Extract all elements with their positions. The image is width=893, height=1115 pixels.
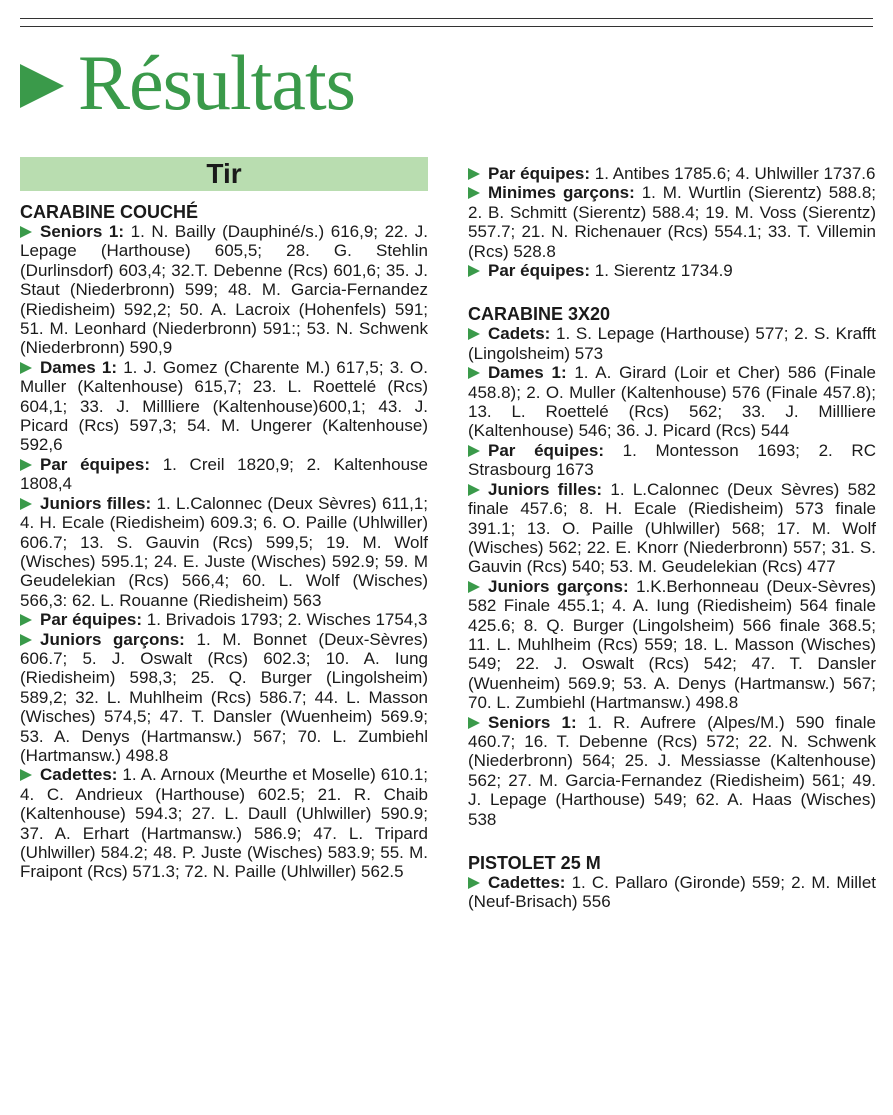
result-entry xyxy=(468,713,876,829)
result-entry xyxy=(468,164,876,183)
category-label: Par équipes: xyxy=(488,164,591,183)
section-gap xyxy=(468,829,876,853)
bullet-triangle-icon xyxy=(468,484,480,496)
category-label: Dames 1: xyxy=(40,357,118,377)
category-label: Cadettes: xyxy=(40,765,118,785)
category-label: Minimes garçons: xyxy=(488,183,635,203)
result-entry xyxy=(20,610,428,629)
result-entry xyxy=(468,324,876,363)
top-rule-secondary xyxy=(20,26,873,27)
section-heading: CARABINE COUCHÉ xyxy=(20,202,199,222)
section-banner: Tir xyxy=(20,157,428,191)
bullet-triangle-icon xyxy=(468,581,480,593)
category-label: Juniors filles: xyxy=(40,493,152,513)
result-entry xyxy=(468,577,876,713)
bullet-triangle-icon xyxy=(468,445,480,457)
bullet-triangle-icon xyxy=(20,769,32,781)
result-text: 1. Creil 1820,9; 2. Kaltenhouse 1808,4 xyxy=(20,454,428,494)
result-entry xyxy=(468,363,876,441)
bullet-triangle-icon xyxy=(20,614,32,626)
result-entry xyxy=(20,630,428,766)
bullet-triangle-icon xyxy=(468,187,480,199)
result-entry xyxy=(468,183,876,261)
bullet-triangle-icon xyxy=(468,265,480,277)
result-text: 1. L.Calonnec (Deux Sèvres) 582 finale 457.6; 8. H. Ecale (Riedisheim) 573 finale 391.1; 13. O. Paille (Uhlwiller) 568; 17. M. Wolf (Wisches) 562; 22. E. Knorr (Niederbronn) 557; 31. S. Gauvin (Rcs) 540; 53. M. Geudelekian (Rcs) 477 xyxy=(468,479,876,577)
category-label: Juniors garçons: xyxy=(488,576,629,596)
category-label: Seniors 1: xyxy=(488,712,577,732)
bullet-triangle-icon xyxy=(468,168,480,180)
left-column xyxy=(20,202,428,882)
category-label: Juniors filles: xyxy=(488,479,603,499)
bullet-triangle-icon xyxy=(20,226,32,238)
play-triangle-icon xyxy=(20,64,64,108)
result-text: 1. M. Wurtlin (Sierentz) 588.8; 2. B. Schmitt (Sierentz) 588.4; 19. M. Voss (Sierentz) 557.7; 21. N. Richenauer (Rcs) 554.1; 33. T. Villemin (Rcs) 528.8 xyxy=(468,183,876,261)
result-text: 1. N. Bailly (Dauphiné/s.) 616,9; 22. J. Lepage (Harthouse) 605,5; 28. G. Stehlin (Durlinsdorf) 603,4; 32.T. Debenne (Rcs) 601,6; 35. J. Staut (Niederbronn) 599; 48. M. Garcia-Fernandez (Riedisheim) 592,2; 50. A. Lacroix (Hohenfels) 591; 51. M. Leonhard (Niederbronn) 591:; 53. N. Schwenk (Niederbronn) 590,9 xyxy=(20,222,428,358)
bullet-triangle-icon xyxy=(468,717,480,729)
result-text: 1. R. Aufrere (Alpes/M.) 590 finale 460.7; 16. T. Debenne (Rcs) 572; 22. N. Schwenk (Niederbronn) 564; 25. J. Messiasse (Kaltenhouse) 562; 27. M. Garcia-Fernandez (Riedisheim) 561; 49. J. Lepage (Harthouse) 549; 62. A. Haas (Wisches) 538 xyxy=(468,712,876,829)
result-text: 1. Montesson 1693; 2. RC Strasbourg 1673 xyxy=(468,440,876,480)
bullet-triangle-icon xyxy=(20,362,32,374)
section-gap xyxy=(468,280,876,304)
category-label: Par équipes: xyxy=(40,610,143,630)
result-text: 1. J. Gomez (Charente M.) 617,5; 3. O. Muller (Kaltenhouse) 615,7; 23. L. Roettelé (Rcs) 604,1; 33. J. Millliere (Kaltenhouse)600,1; 43. J. Picard (Rcs) 597,3; 54. M. Ungerer (Kaltenhouse) 592,6 xyxy=(20,357,428,455)
page-header xyxy=(20,39,355,126)
result-text: 1. A. Girard (Loir et Cher) 586 (Finale 458.8); 2. O. Muller (Kaltenhouse) 576 (Finale 457.8); 13. L. Roettelé (Rcs) 562; 33. J. Millliere (Kaltenhouse) 546; 36. J. Picard (Rcs) 544 xyxy=(468,363,876,441)
result-text: 1. Brivadois 1793; 2. Wisches 1754,3 xyxy=(146,610,428,630)
result-entry xyxy=(20,455,428,494)
result-text: 1. C. Pallaro (Gironde) 559; 2. M. Millet (Neuf-Brisach) 556 xyxy=(468,873,876,912)
result-entry xyxy=(20,765,428,881)
category-label: Par équipes: xyxy=(488,440,604,460)
result-text: 1.K.Berhonneau (Deux-Sèvres) 582 Finale 455.1; 4. A. Iung (Riedisheim) 564 finale 425.6; 8. Q. Burger (Lingolsheim) 566 finale 368.5; 11. L. Muhlheim (Rcs) 559; 18. L. Masson (Wisches) 549; 22. J. Oswalt (Rcs) 542; 47. T. Dansler (Wuenheim) 569.9; 53. A. Denys (Hartmansw.) 567; 70. L. Zumbiehl (Hartmansw.) 498.8 xyxy=(468,576,876,713)
category-label: Dames 1: xyxy=(488,363,567,383)
bullet-triangle-icon xyxy=(468,367,480,379)
result-text: 1. S. Lepage (Harthouse) 577; 2. S. Krafft (Lingolsheim) 573 xyxy=(468,324,876,363)
result-text: 1. L.Calonnec (Deux Sèvres) 611,1; 4. H. Ecale (Riedisheim) 609.3; 6. O. Paille (Uhlwiller) 606.7; 13. S. Gauvin (Rcs) 599,5; 19. M. Wolf (Wisches) 595.1; 24. E. Juste (Wisches) 592.9; 59. M Geudelekian (Rcs) 566,4; 60. L. Wolf (Wisches) 566,3: 62. L. Rouanne (Riedisheim) 563 xyxy=(20,493,429,610)
category-label: Par équipes: xyxy=(40,454,150,474)
section-heading: CARABINE 3X20 xyxy=(468,304,611,325)
page-title: Résultats xyxy=(78,39,355,126)
category-label: Cadets: xyxy=(488,324,551,344)
right-column xyxy=(468,164,876,912)
category-label: Seniors 1: xyxy=(40,222,125,241)
category-label: Par équipes: xyxy=(488,261,591,281)
result-entry xyxy=(468,261,876,280)
result-entry xyxy=(20,222,428,358)
result-entry xyxy=(468,873,876,912)
result-entry xyxy=(468,480,876,577)
category-label: Cadettes: xyxy=(488,873,566,892)
result-entry xyxy=(20,358,428,455)
result-text: 1. Sierentz 1734.9 xyxy=(594,261,733,281)
result-text: 1. A. Arnoux (Meurthe et Moselle) 610.1; 4. C. Andrieux (Harthouse) 602.5; 21. R. Chaib (Kaltenhouse) 594.3; 27. L. Daull (Uhlwiller) 590.9; 37. A. Erhart (Hartmansw.) 586.9; 47. L. Tripard (Uhlwiller) 584.2; 48. P. Juste (Wisches) 583.9; 55. M. Fraipont (Rcs) 571.3; 72. N. Paille (Uhlwiller) 562.5 xyxy=(20,765,428,882)
section-heading: PISTOLET 25 M xyxy=(468,853,601,873)
bullet-triangle-icon xyxy=(20,498,32,510)
bullet-triangle-icon xyxy=(20,459,32,471)
result-entry xyxy=(20,494,428,610)
result-entry xyxy=(468,441,876,480)
result-text: 1. M. Bonnet (Deux-Sèvres) 606.7; 5. J. Oswalt (Rcs) 602.3; 10. A. Iung (Riedisheim) 598,3; 25. Q. Burger (Lingolsheim) 589,2; 32. L. Muhlheim (Rcs) 586.7; 44. L. Masson (Wisches) 574,5; 47. T. Dansler (Wuenheim) 569.9; 53. A. Denys (Hartmansw.) 567; 70. L. Zumbiehl (Hartmansw.) 498.8 xyxy=(20,629,428,765)
bullet-triangle-icon xyxy=(468,328,480,340)
bullet-triangle-icon xyxy=(468,877,480,889)
category-label: Juniors garçons: xyxy=(40,629,185,649)
bullet-triangle-icon xyxy=(20,634,32,646)
result-text: 1. Antibes 1785.6; 4. Uhlwiller 1737.6 xyxy=(594,164,876,183)
top-rule xyxy=(20,18,873,19)
